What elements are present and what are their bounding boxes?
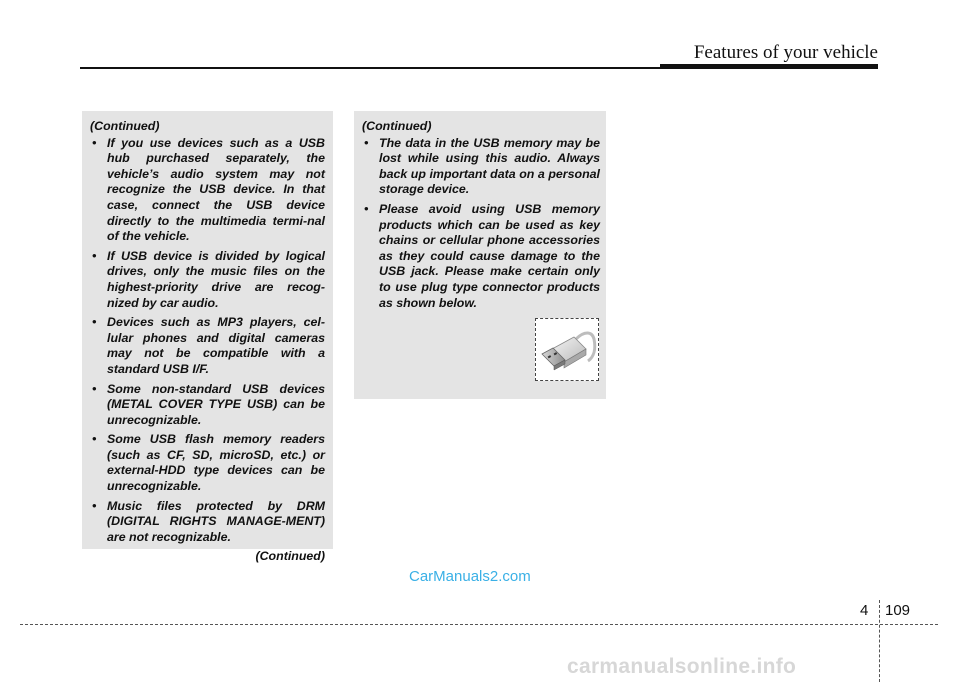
chapter-number: 4	[860, 602, 869, 619]
list-item: • Devices such as MP3 players, cel-lular phones and digital cameras may not be compatible with a standard USB I/F.	[90, 315, 325, 377]
usb-notes-list	[90, 136, 325, 546]
list-item: • Some USB flash memory readers (such as CF, SD, microSD, etc.) or external-HDD type devices can be unrecognizable.	[90, 432, 325, 494]
list-item: • The data in the USB memory may be lost while using this audio. Always back up important data on a personal storage device.	[362, 136, 600, 198]
page-header-title: Features of your vehicle	[693, 42, 878, 63]
continued-label-top: (Continued)	[90, 119, 160, 133]
list-item: • Please avoid using USB memory products which can be used as key chains or cellular phone accessories as they could cause damage to the USB jack. Please make certain only to use plug type connector products as shown below.	[362, 202, 600, 311]
list-item: • Some non-standard USB devices (METAL COVER TYPE USB) can be unrecognizable.	[90, 382, 325, 429]
watermark-link[interactable]: CarManuals2.com	[409, 568, 531, 585]
usb-notes-list	[362, 136, 600, 312]
header-rule-accent	[660, 64, 878, 69]
continued-label-bottom: (Continued)	[255, 549, 325, 564]
continued-label-top: (Continued)	[362, 119, 432, 133]
list-item: • If USB device is divided by logical drives, only the music files on the highest-priority drive are recog-nized by car audio.	[90, 249, 325, 311]
list-item: • If you use devices such as a USB hub purchased separately, the vehicle’s audio system may not recognize the USB device. In that case, connect the USB device directly to the multimedia termi-nal of the vehicle.	[90, 136, 325, 245]
usb-plug-icon	[536, 319, 598, 380]
footer-divider	[879, 600, 880, 682]
continued-notes-right	[354, 111, 606, 399]
page-number: 109	[885, 602, 911, 619]
site-watermark: carmanualsonline.info	[567, 655, 797, 678]
usb-plug-illustration	[535, 318, 599, 381]
list-item: • Music files protected by DRM (DIGITAL RIGHTS MANAGE-MENT) are not recognizable.	[90, 499, 325, 546]
footer-rule	[20, 624, 938, 625]
continued-notes-left	[82, 111, 333, 564]
